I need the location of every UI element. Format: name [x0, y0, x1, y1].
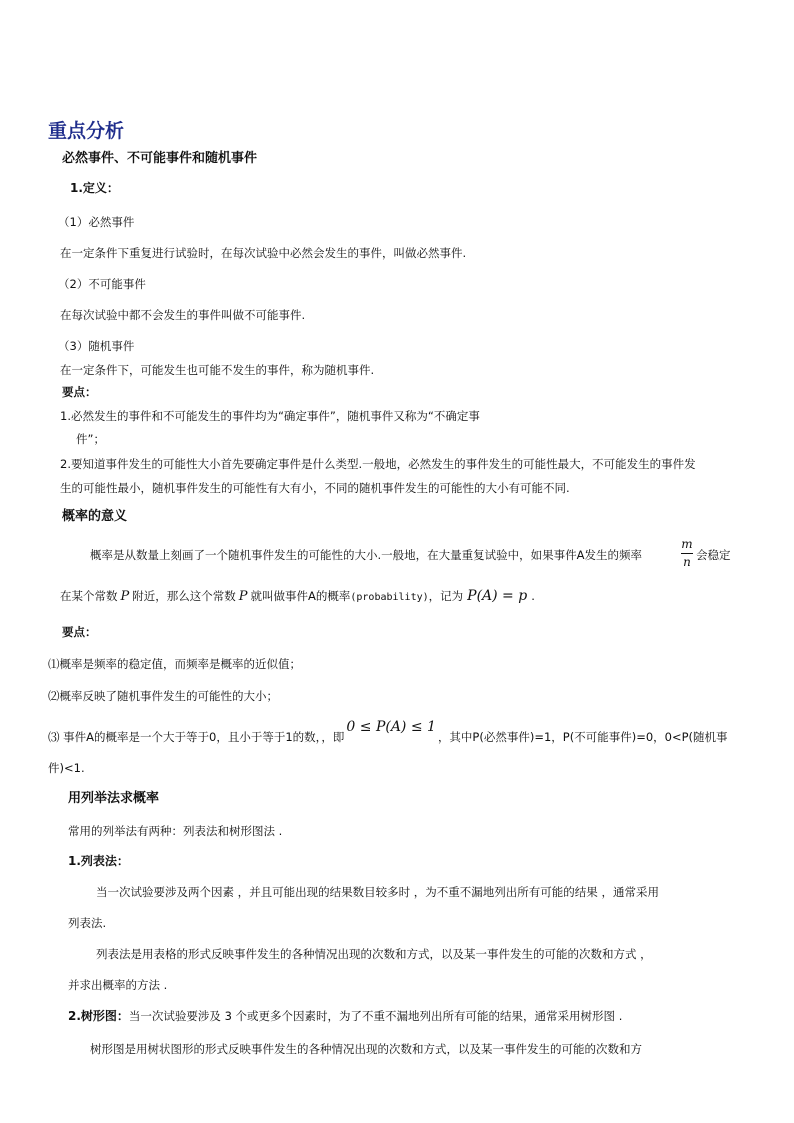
text-segment: ⑶ 事件A的概率是一个大于等于0，且小于等于1的数，，即: [48, 730, 345, 744]
list-method-text-4: 并求出概率的方法 .: [68, 978, 168, 992]
fraction-bar: [681, 553, 693, 554]
item-label-random: （3）随机事件: [58, 339, 135, 353]
item-text-random: 在一定条件下，可能发生也可能不发生的事件，称为随机事件.: [60, 363, 375, 377]
definition-heading: 1.定义：: [70, 181, 119, 195]
probability-key-point-2: ⑵概率反映了随机事件发生的可能性的大小；: [48, 689, 278, 703]
key-point-2-line-2: 生的可能性最小，随机事件发生的可能性有大有小，不同的随机事件发生的可能性的大小有可能不同.: [60, 481, 570, 495]
text-segment: 附近，那么这个常数: [132, 589, 236, 603]
formula-range: 0 ≤ P(A) ≤ 1: [346, 719, 436, 735]
list-method-text-2: 列表法.: [68, 916, 107, 930]
text-segment: 在某个常数: [60, 589, 118, 603]
probability-text-line-2: [60, 588, 535, 606]
fraction-numerator: m: [681, 537, 693, 551]
list-method-heading: 1.列表法：: [68, 854, 129, 868]
list-method-text-1: 当一次试验要涉及两个因素 ，并且可能出现的结果数目较多时 ，为不重不漏地列出所有可能的结果 ，通常采用: [96, 885, 659, 899]
probability-key-point-1: ⑴概率是频率的稳定值，而频率是概率的近似值；: [48, 657, 301, 671]
item-text-certain: 在一定条件下重复进行试验时，在每次试验中必然会发生的事件，叫做必然事件.: [60, 246, 467, 260]
text-segment: 就叫做事件A的概率: [250, 589, 351, 603]
variable-p: P: [120, 589, 130, 604]
text-segment: .: [531, 589, 535, 603]
section-heading-probability: 概率的意义: [62, 509, 128, 524]
probability-text-line-1: 概率是从数量上刻画了一个随机事件发生的可能性的大小.一般地，在大量重复试验中，如果事件A发生的频率: [90, 548, 643, 562]
section-heading-events: 必然事件、不可能事件和随机事件: [62, 151, 258, 166]
key-point-1-line-1: 1.必然发生的事件和不可能发生的事件均为“确定事件”，随机事件又称为“不确定事: [60, 409, 480, 423]
tree-method-text-2: 树形图是用树状图形的形式反映事件发生的各种情况出现的次数和方式，以及某一事件发生的可能的次数和方: [90, 1042, 642, 1056]
text-segment: ，其中P(必然事件)=1，P(不可能事件)=0，0<P(随机事: [437, 730, 728, 744]
tree-method-heading: 2.树形图：: [68, 1009, 129, 1023]
probability-key-point-3-line-2: 件)<1.: [48, 761, 85, 775]
tree-method-text: 当一次试验要涉及 3 个或更多个因素时，为了不重不漏地列出所有可能的结果，通常采用树形图 .: [128, 1009, 623, 1023]
item-text-impossible: 在每次试验中都不会发生的事件叫做不可能事件.: [60, 308, 306, 322]
item-label-impossible: （2）不可能事件: [58, 277, 146, 291]
text-segment: ，记为: [428, 589, 464, 603]
enumeration-intro: 常用的列举法有两种：列表法和树形图法 .: [68, 824, 283, 838]
key-points-label-2: 要点：: [62, 625, 97, 639]
page-title: 重点分析: [48, 120, 125, 142]
key-point-2-line-1: 2.要知道事件发生的可能性大小首先要确定事件是什么类型.一般地，必然发生的事件发生的可能性最大，不可能发生的事件发: [60, 457, 696, 471]
list-method-text-3: 列表法是用表格的形式反映事件发生的各种情况出现的次数和方式，以及某一事件发生的可能的次数和方式 ，: [96, 947, 652, 961]
formula-probability: P(A) = p: [467, 588, 528, 604]
section-heading-enumeration: 用列举法求概率: [68, 791, 160, 806]
key-points-label: 要点：: [62, 385, 97, 399]
probability-key-point-3-line-1: [48, 719, 728, 745]
fraction-denominator: n: [683, 555, 691, 569]
tree-method-line: [68, 1008, 622, 1024]
key-point-1-line-2: 件”；: [76, 432, 105, 446]
probability-text-line-1-end: 会稳定: [696, 548, 731, 562]
item-label-certain: （1）必然事件: [58, 215, 135, 229]
variable-p: P: [238, 589, 248, 604]
english-term: (probability): [350, 592, 429, 603]
